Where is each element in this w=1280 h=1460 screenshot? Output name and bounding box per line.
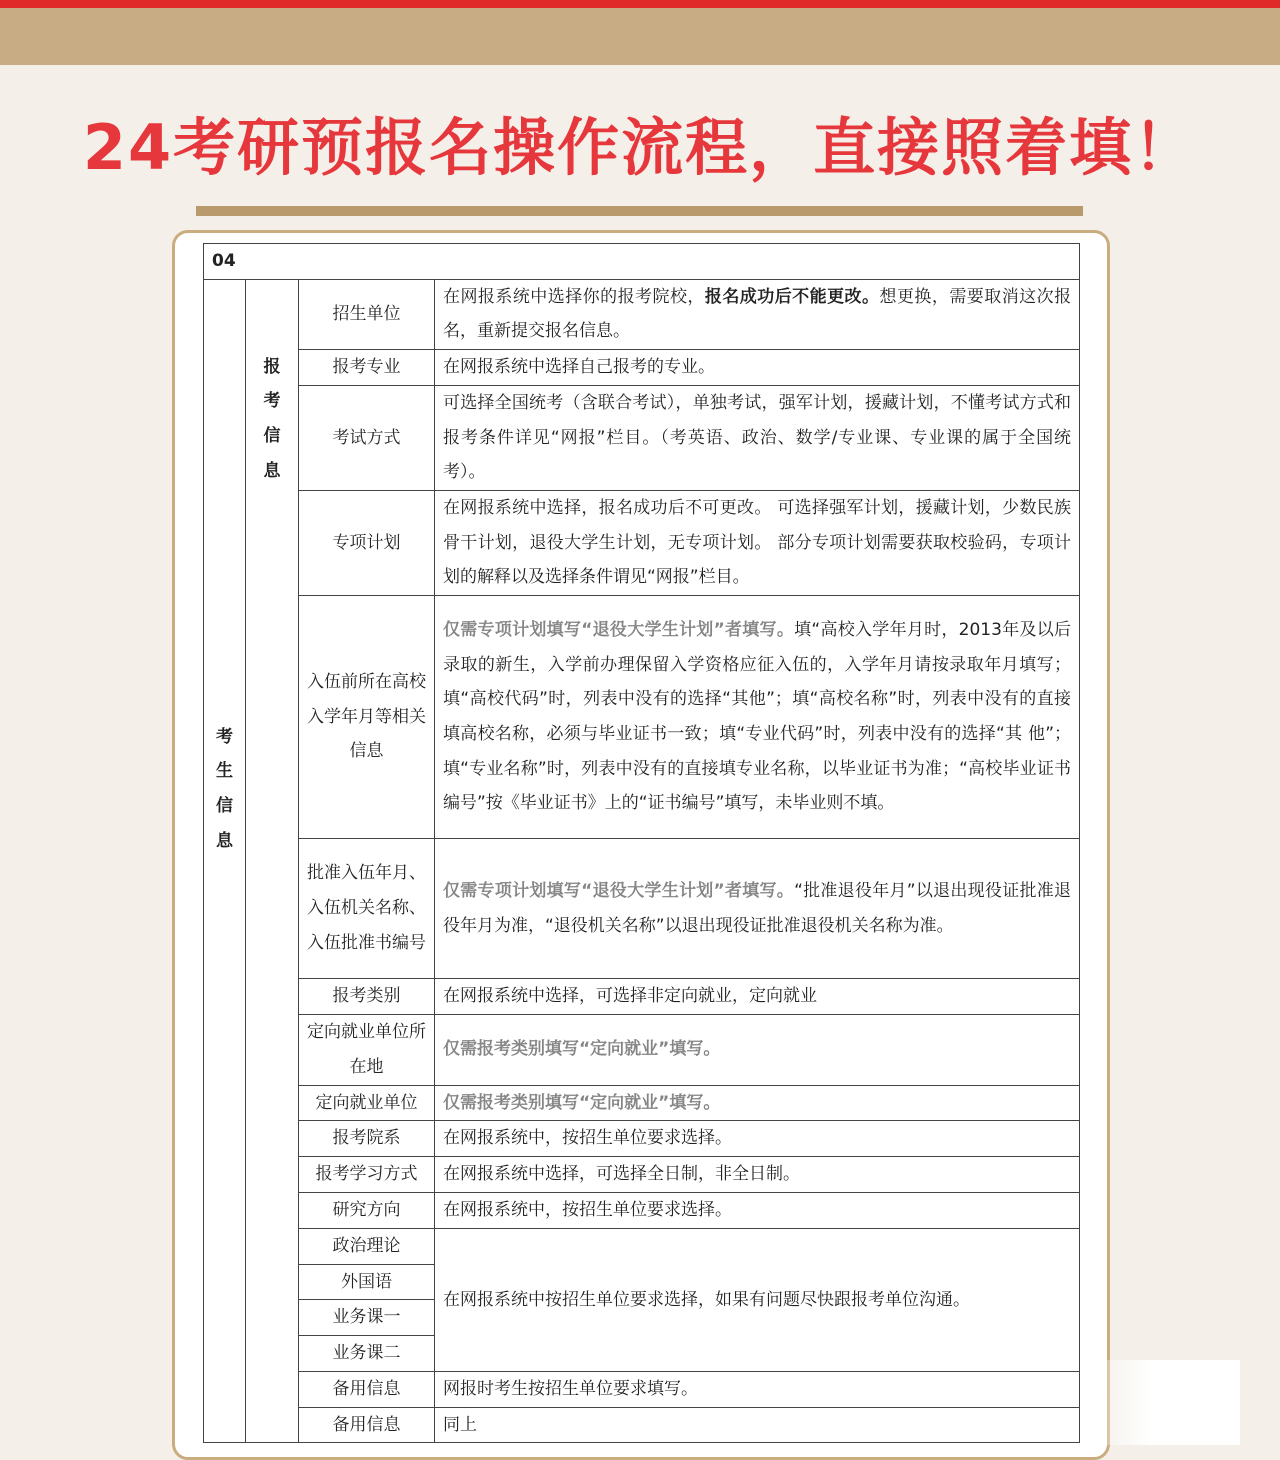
title-underline bbox=[196, 206, 1083, 216]
field-label: 备用信息 bbox=[299, 1371, 435, 1407]
table-header-row bbox=[204, 244, 1080, 280]
field-label: 业务课二 bbox=[299, 1335, 435, 1371]
table-row bbox=[204, 979, 1080, 1015]
table-row bbox=[204, 1407, 1080, 1443]
field-label: 报考学习方式 bbox=[299, 1157, 435, 1193]
field-label: 报考院系 bbox=[299, 1121, 435, 1157]
page-title: 24考研预报名操作流程，直接照着填！ bbox=[82, 111, 1198, 184]
field-label: 业务课一 bbox=[299, 1300, 435, 1336]
table-row bbox=[204, 350, 1080, 386]
table-row bbox=[204, 839, 1080, 979]
field-label: 考试方式 bbox=[299, 385, 435, 490]
field-description: 仅需报考类别填写“定向就业”填写。 bbox=[435, 1014, 1080, 1085]
field-description: 仅需报考类别填写“定向就业”填写。 bbox=[435, 1085, 1080, 1121]
field-label: 政治理论 bbox=[299, 1228, 435, 1264]
field-label: 入伍前所在高校入学年月等相关信息 bbox=[299, 596, 435, 839]
field-description: 在网报系统中，按招生单位要求选择。 bbox=[435, 1192, 1080, 1228]
field-description: 在网报系统中按招生单位要求选择，如果有问题尽快跟报考单位沟通。 bbox=[435, 1228, 1080, 1371]
field-description: 仅需专项计划填写“退役大学生计划”者填写。“批准退役年月”以退出现役证批准退役年月为准，“退役机关名称”以退出现役证批准退役机关名称为准。 bbox=[435, 839, 1080, 979]
field-label: 备用信息 bbox=[299, 1407, 435, 1443]
field-description: 可选择全国统考（含联合考试），单独考试，强军计划，援藏计划，不懂考试方式和报考条件详见“网报”栏目。（考英语、政治、数学/专业课、专业课的属于全国统考）。 bbox=[435, 385, 1080, 490]
table-row bbox=[204, 490, 1080, 595]
field-label: 报考专业 bbox=[299, 350, 435, 386]
top-gold-band bbox=[0, 8, 1280, 65]
field-label: 专项计划 bbox=[299, 490, 435, 595]
field-description: 在网报系统中选择，报名成功后不可更改。 可选择强军计划，援藏计划，少数民族骨干计划，退役大学生计划，无专项计划。 部分专项计划需要获取校验码，专项计划的解释以及选择条件谓见“网报”栏目。 bbox=[435, 490, 1080, 595]
registration-table bbox=[203, 243, 1080, 1443]
field-label: 外国语 bbox=[299, 1264, 435, 1300]
table-row bbox=[204, 279, 1080, 349]
field-description: 在网报系统中，按招生单位要求选择。 bbox=[435, 1121, 1080, 1157]
field-description: 仅需专项计划填写“退役大学生计划”者填写。填“高校入学年月时，2013年及以后录取的新生，入学前办理保留入学资格应征入伍的，入学年月请按录取年月填写；填“高校代码”时，列表中没有的选择“其他”；填“高校名称”时，列表中没有的直接填高校名称，必须与毕业证书一致；填“专业代码”时，列表中没有的选择“其 他”；填“专业名称”时，列表中没有的直接填专业名称，以毕业证书为准；“高校毕业证书编号”按《毕业证书》上的“证书编号”填写，未毕业则不填。 bbox=[435, 596, 1080, 839]
corner-fade bbox=[1090, 1360, 1240, 1445]
field-description: 在网报系统中选择自己报考的专业。 bbox=[435, 350, 1080, 386]
field-label: 定向就业单位 bbox=[299, 1085, 435, 1121]
field-description: 在网报系统中选择，可选择全日制，非全日制。 bbox=[435, 1157, 1080, 1193]
field-description: 在网报系统中选择你的报考院校，报名成功后不能更改。想更换，需要取消这次报名，重新提交报名信息。 bbox=[435, 279, 1080, 349]
table-row bbox=[204, 1371, 1080, 1407]
field-label: 招生单位 bbox=[299, 279, 435, 349]
table-row bbox=[204, 596, 1080, 839]
table-row bbox=[204, 385, 1080, 490]
table-row bbox=[204, 1228, 1080, 1264]
field-label: 定向就业单位所在地 bbox=[299, 1014, 435, 1085]
table-row bbox=[204, 1192, 1080, 1228]
group-label-exam-info: 报 考 信 息 bbox=[246, 279, 299, 1443]
top-red-bar bbox=[0, 0, 1280, 8]
field-label: 批准入伍年月、入伍机关名称、入伍批准书编号 bbox=[299, 839, 435, 979]
field-description: 网报时考生按招生单位要求填写。 bbox=[435, 1371, 1080, 1407]
table-row bbox=[204, 1014, 1080, 1085]
table-row bbox=[204, 1121, 1080, 1157]
field-label: 研究方向 bbox=[299, 1192, 435, 1228]
table-row bbox=[204, 1157, 1080, 1193]
field-description: 同上 bbox=[435, 1407, 1080, 1443]
section-number: 04 bbox=[204, 244, 1080, 280]
group-label-student-info: 考 生 信 息 bbox=[204, 279, 246, 1443]
field-label: 报考类别 bbox=[299, 979, 435, 1015]
field-description: 在网报系统中选择，可选择非定向就业，定向就业 bbox=[435, 979, 1080, 1015]
table-row bbox=[204, 1085, 1080, 1121]
